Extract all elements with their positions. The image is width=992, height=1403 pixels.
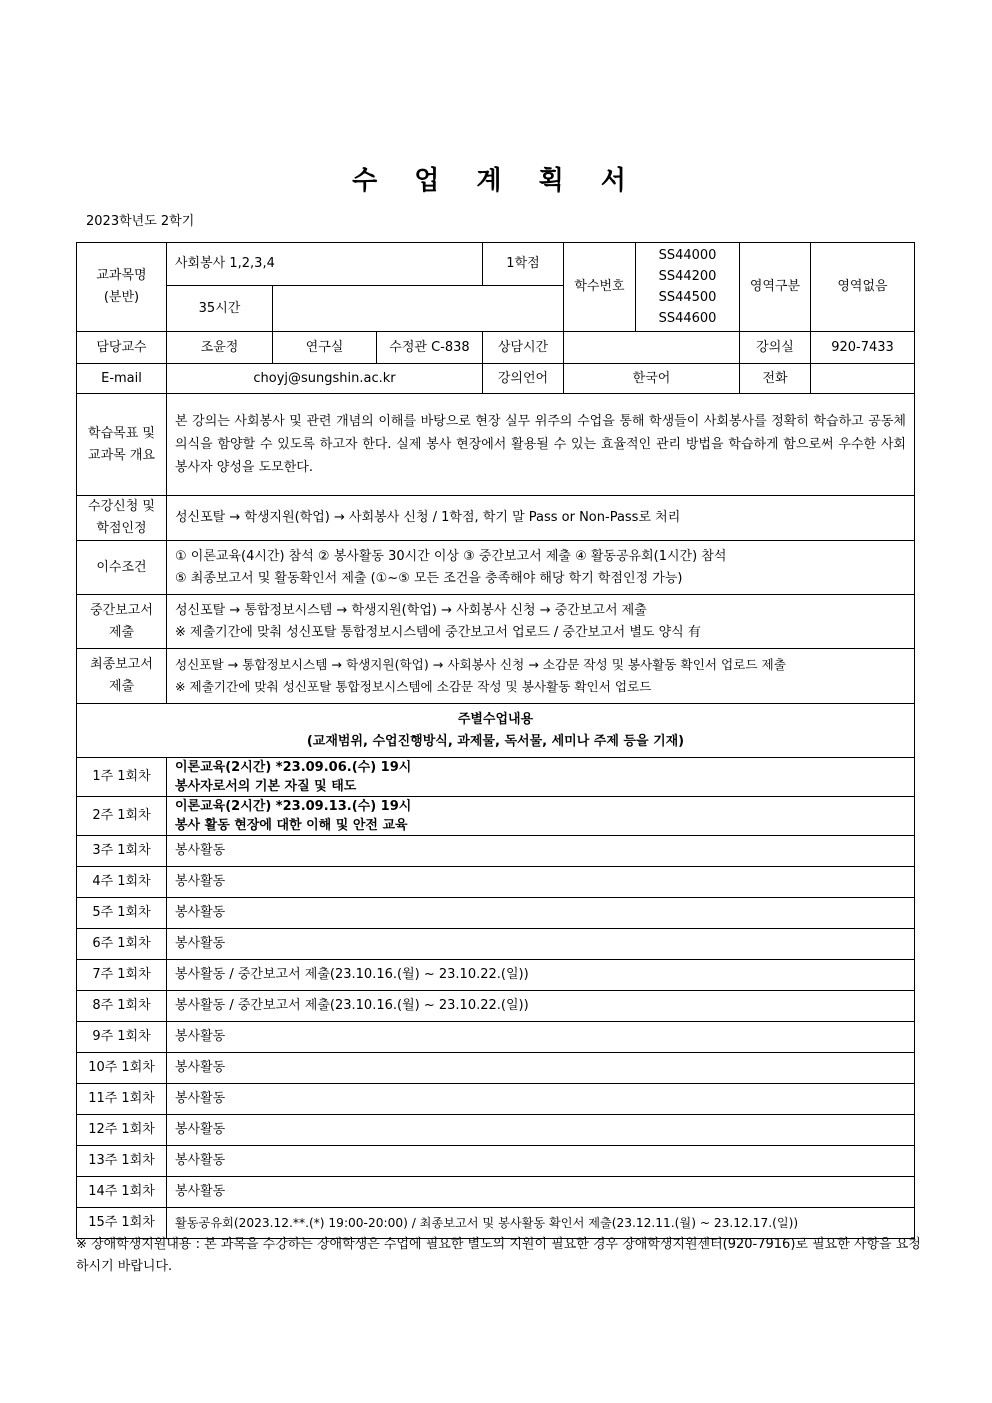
apply-label: 수강신청 및 학점인정 [77,496,167,541]
week-label: 12주 1회차 [77,1115,167,1146]
week-content: 봉사활동 [167,1177,915,1208]
completion-text: ① 이론교육(4시간) 참석 ② 봉사활동 30시간 이상 ③ 중간보고서 제출 ④ 활동공유회(1시간) 참석 ⑤ 최종보고서 및 활동확인서 제출 (①~⑤ 모든 조건을 충족해야 해당 학기 학점인정 가능) [167,541,915,595]
week-content: 활동공유회(2023.12.**.(*) 19:00-20:00) / 최종보고서 및 봉사활동 확인서 제출(23.12.11.(월) ~ 23.12.17.(일)) [167,1208,915,1239]
week-content: 봉사활동 [167,1053,915,1084]
table-row [77,1084,915,1115]
course-code: SS44600 [658,311,717,326]
table-row [77,991,915,1022]
table-row [77,1146,915,1177]
goal-label: 학습목표 및 교과목 개요 [77,394,167,496]
room-value: 920-7433 [811,332,915,364]
table-row [77,1053,915,1084]
professor-value: 조윤정 [167,332,273,364]
week-content: 봉사활동 [167,1146,915,1177]
week-label: 6주 1회차 [77,929,167,960]
table-row [77,929,915,960]
goal-text: 본 강의는 사회봉사 및 관련 개념의 이해를 바탕으로 현장 실무 위주의 수업을 통해 학생들이 사회봉사를 정확히 학습하고 공동체 의식을 함양할 수 있도록 하고자 한다. 실제 봉사 현장에서 활용될 수 있는 효율적인 관리 방법을 학습하게 함으로써 우수한 사회봉사자 양성을 도모한다. [167,394,915,496]
week-label: 11주 1회차 [77,1084,167,1115]
week-content: 봉사활동 [167,898,915,929]
email-label: E-mail [77,364,167,394]
table-row [77,960,915,991]
table-row [77,1115,915,1146]
week-label: 1주 1회차 [77,758,167,797]
week-label: 7주 1회차 [77,960,167,991]
course-code-label: 학수번호 [564,243,636,332]
table-row [77,1177,915,1208]
week-content: 봉사활동 [167,836,915,867]
week-label: 15주 1회차 [77,1208,167,1239]
course-name-label: 교과목명 (분반) [77,243,167,332]
completion-label: 이수조건 [77,541,167,595]
table-row [77,898,915,929]
week-content: 봉사활동 / 중간보고서 제출(23.10.16.(월) ~ 23.10.22.(일)) [167,991,915,1022]
apply-text: 성신포탈 → 학생지원(학업) → 사회봉사 신청 / 1학점, 학기 말 Pass or Non-Pass로 처리 [167,496,915,541]
consult-label: 상담시간 [483,332,564,364]
page-title: 수 업 계 획 서 [352,166,640,196]
hours-value: 35시간 [167,286,273,332]
consult-value [564,332,740,364]
table-row [77,1022,915,1053]
week-content: 봉사활동 [167,1084,915,1115]
week-content: 봉사활동 [167,929,915,960]
office-value: 수정관 C-838 [377,332,483,364]
table-row [77,867,915,898]
week-content: 봉사활동 [167,1022,915,1053]
week-content: 이론교육(2시간) *23.09.06.(수) 19시 봉사자로서의 기본 자질 및 태도 [167,758,915,797]
final-report-text: 성신포탈 → 통합정보시스템 → 학생지원(학업) → 사회봉사 신청 → 소감문 작성 및 봉사활동 확인서 업로드 제출 ※ 제출기간에 맞춰 성신포탈 통합정보시스템에 소감문 작성 및 봉사활동 확인서 업로드 [167,649,915,704]
week-label: 2주 1회차 [77,797,167,836]
midterm-report-text: 성신포탈 → 통합정보시스템 → 학생지원(학업) → 사회봉사 신청 → 중간보고서 제출 ※ 제출기간에 맞춰 성신포탈 통합정보시스템에 중간보고서 업로드 / 중간보고서 별도 양식 有 [167,595,915,649]
area-label: 영역구분 [740,243,811,332]
week-label: 5주 1회차 [77,898,167,929]
week-content: 봉사활동 [167,1115,915,1146]
week-content: 봉사활동 [167,867,915,898]
week-label: 13주 1회차 [77,1146,167,1177]
week-label: 9주 1회차 [77,1022,167,1053]
table-row [77,836,915,867]
language-value: 한국어 [564,364,740,394]
week-label: 10주 1회차 [77,1053,167,1084]
week-label: 14주 1회차 [77,1177,167,1208]
midterm-report-label: 중간보고서 제출 [77,595,167,649]
weekly-rows [77,758,915,1239]
week-content: 봉사활동 / 중간보고서 제출(23.10.16.(월) ~ 23.10.22.(일)) [167,960,915,991]
credit-value: 1학점 [483,243,564,286]
area-value: 영역없음 [811,243,915,332]
final-report-label: 최종보고서 제출 [77,649,167,704]
week-content: 이론교육(2시간) *23.09.13.(수) 19시 봉사 활동 현장에 대한 이해 및 안전 교육 [167,797,915,836]
weekly-header [77,704,915,758]
course-code: SS44500 [658,290,717,305]
room-label: 강의실 [740,332,811,364]
course-plan-table [76,242,915,1239]
phone-value [811,364,915,394]
office-label: 연구실 [273,332,377,364]
disability-support-note: ※ 장애학생지원내용 : 본 과목을 수강하는 장애학생은 수업에 필요한 별도의 지원이 필요한 경우 장애학생지원센터(920-7916)로 필요한 사항을 요청하시기 바랍니다. [76,1237,921,1274]
weekly-heading: 주별수업내용 [457,711,534,727]
language-label: 강의언어 [483,364,564,394]
course-name-value: 사회봉사 1,2,3,4 [167,243,483,286]
table-row [77,797,915,836]
table-row [77,758,915,797]
semester-label: 2023학년도 2학기 [86,214,195,229]
weekly-subheading: (교재범위, 수업진행방식, 과제물, 독서물, 세미나 주제 등을 기재) [306,733,685,749]
email-value: choyj@sungshin.ac.kr [167,364,483,394]
week-label: 4주 1회차 [77,867,167,898]
course-code: SS44000 [658,248,717,263]
phone-label: 전화 [740,364,811,394]
week-label: 8주 1회차 [77,991,167,1022]
course-code: SS44200 [658,269,717,284]
week-label: 3주 1회차 [77,836,167,867]
professor-label: 담당교수 [77,332,167,364]
course-code-list [636,243,740,332]
